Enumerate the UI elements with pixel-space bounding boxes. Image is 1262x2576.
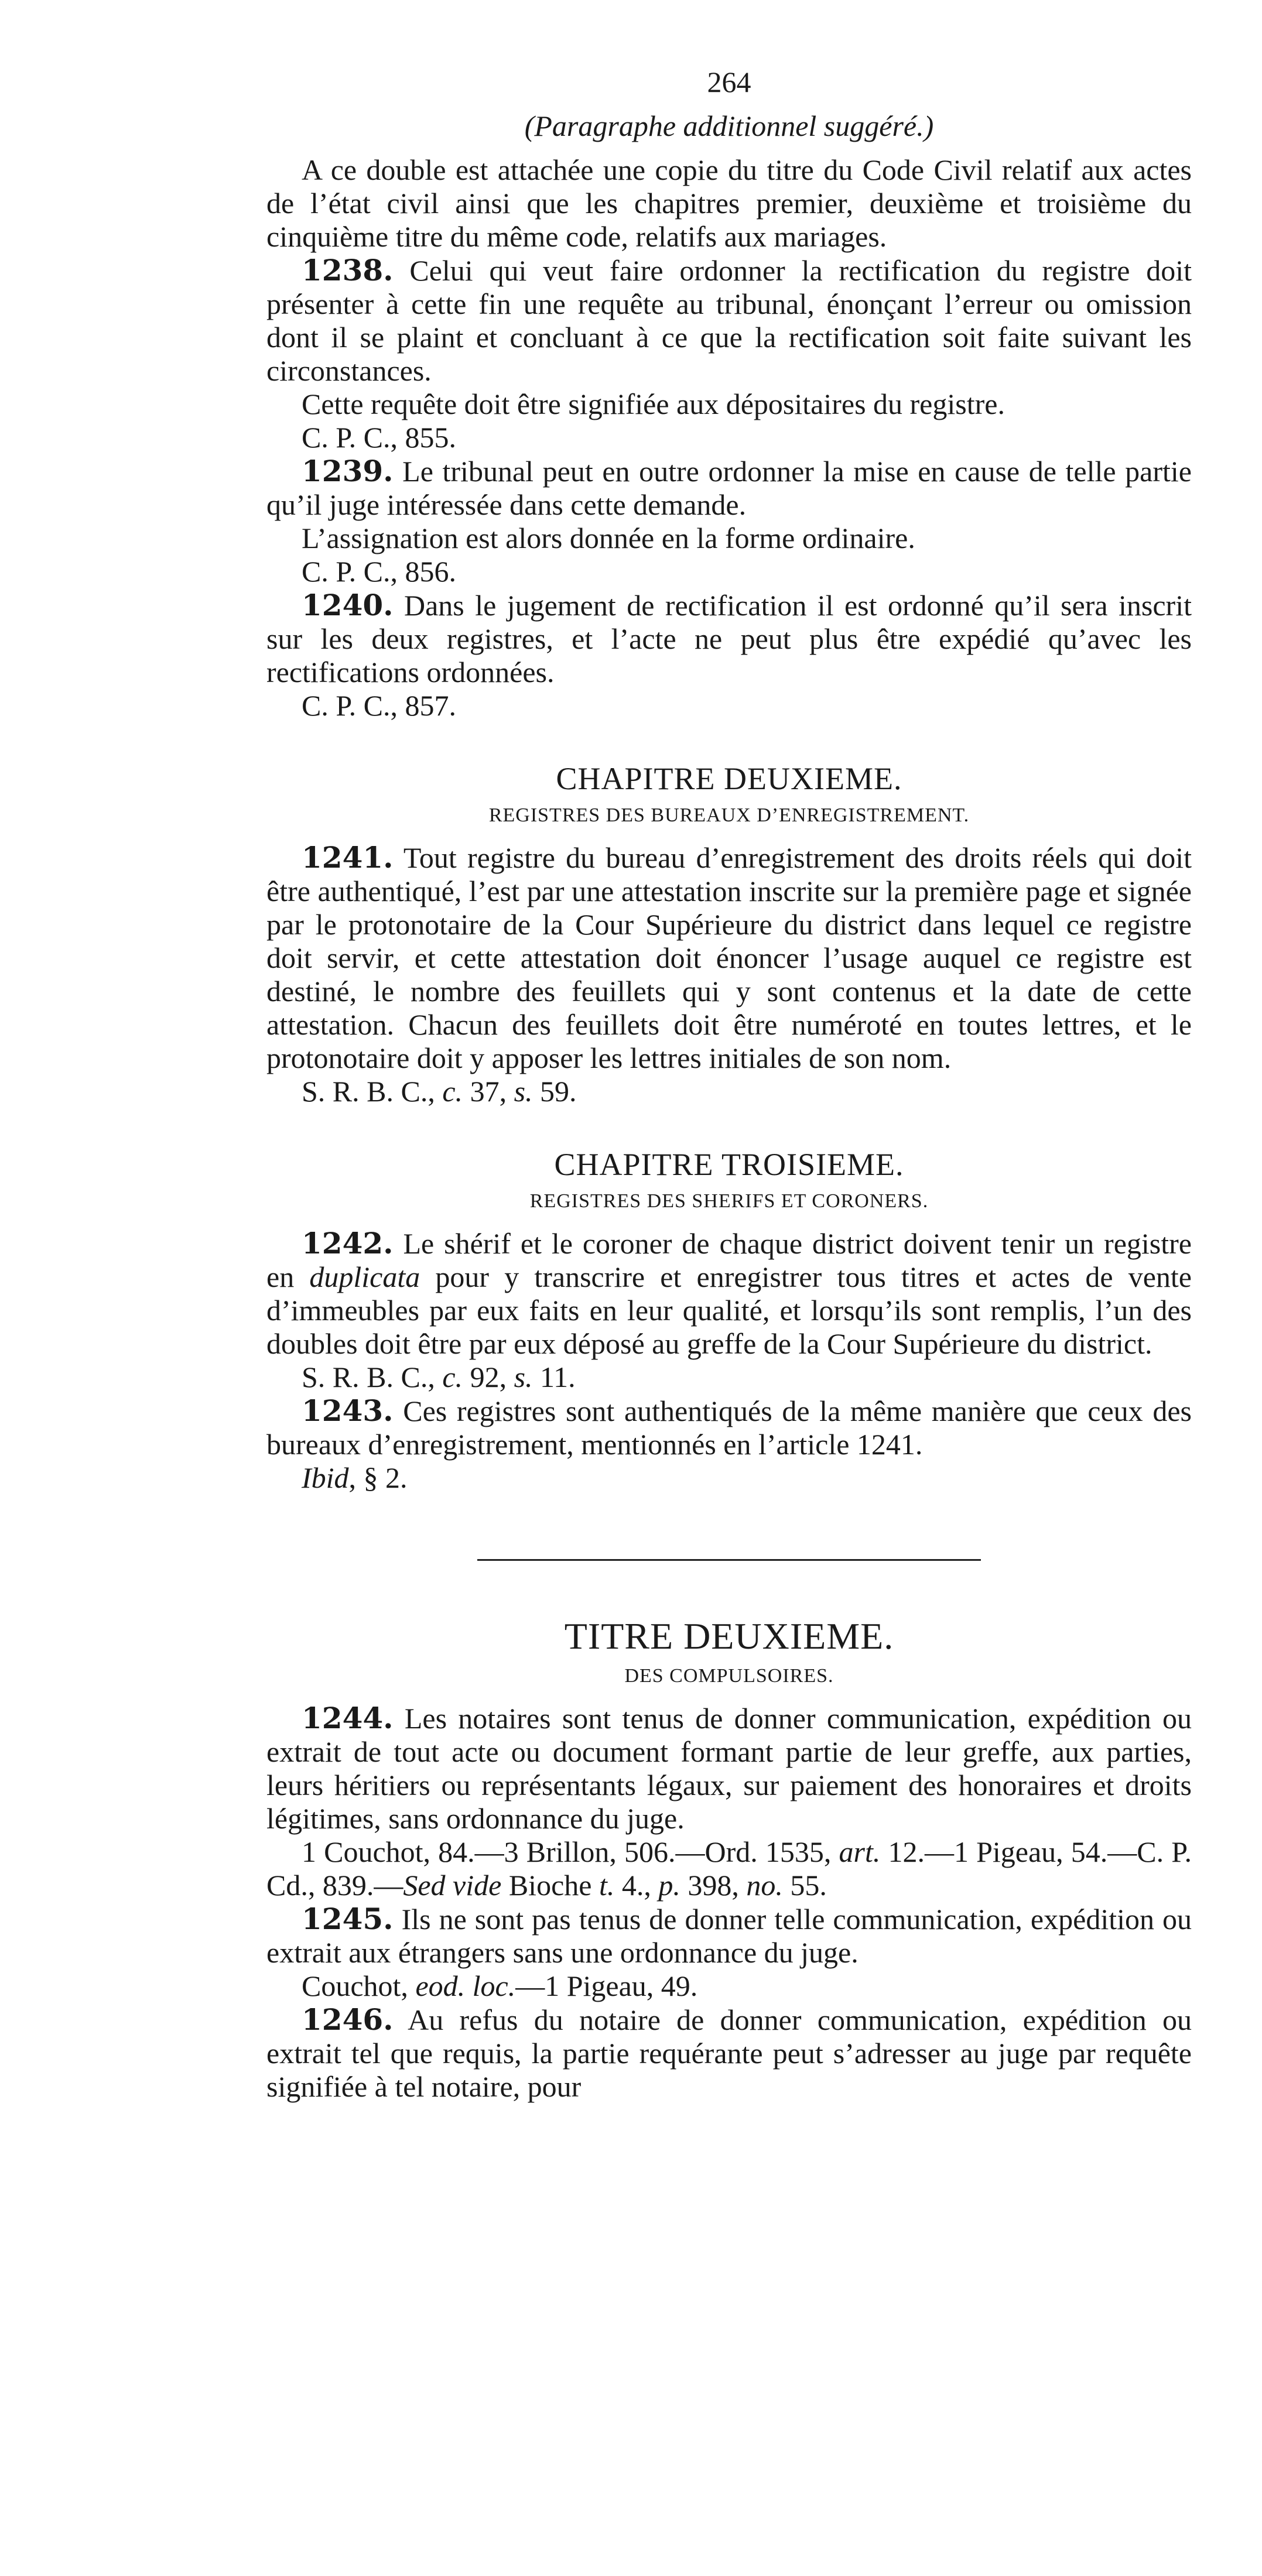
article-1238-para2: Cette requête doit être signifiée aux dépositaires du registre. [302, 388, 1005, 420]
article-1244 [266, 1701, 1192, 1835]
ref-part: t. [598, 1869, 615, 1902]
ref-part: Ibid [302, 1461, 349, 1494]
title-2-subtitle: DES COMPULSOIRES. [624, 1665, 834, 1687]
ref-part: Couchot, [302, 1969, 416, 2002]
page-number: 264 [707, 66, 751, 98]
article-1241-ref [266, 1075, 1192, 1108]
article-text: Le tribunal peut en outre ordonner la mise en cause de telle partie qu’il juge intéressée dans cette demande. [266, 455, 1192, 521]
ref-part: 398, [680, 1869, 747, 1902]
section-divider [477, 1559, 981, 1561]
article-1242-ref [266, 1361, 1192, 1394]
article-1241 [266, 841, 1192, 1075]
ref-part: p. [658, 1869, 680, 1902]
ref-part: eod. loc. [415, 1969, 516, 2002]
article-1239-ref: C. P. C., 856. [302, 555, 456, 588]
article-text: Tout registre du bureau d’enregistrement des droits réels qui doit être authentiqué, l’est par une attestation inscrite sur la première page et signée par le protonotaire de la Cour Supérieure du district dans lequel ce registre doit servir, et cette attestation doit énoncer l’usage auquel ce registre est destiné, le nombre des feuillets qui y sont contenus et la date de cette attestation. Chacun des feuillets doit être numéroté en toutes lettres, et le protonotaire doit y apposer les lettres initiales de son nom. [266, 841, 1192, 1074]
article-text: Ils ne sont pas tenus de donner telle communication, expédition ou extrait aux étrangers sans une ordonnance du juge. [266, 1903, 1192, 1969]
article-text: Au refus du notaire de donner communication, expédition ou extrait tel que requis, la partie requérante peut s’adresser au juge par requête signifiée à tel notaire, pour [266, 2003, 1192, 2103]
article-text: Le shérif et le coroner de chaque district doivent tenir un registre en [266, 1227, 1192, 1293]
article-text: Les notaires sont tenus de donner communication, expédition ou extrait de tout acte ou document formant partie de leur greffe, aux parties, leurs héritiers ou représentants légaux, sur paiement des honoraires et droits légitimes, sans ordonnance du juge. [266, 1702, 1192, 1835]
text-column [266, 64, 1192, 2104]
article-number: 1243. [302, 1393, 394, 1428]
ref-part: S. R. B. C., [302, 1075, 443, 1108]
ref-part: S. R. B. C., [302, 1361, 443, 1393]
article-1240 [266, 588, 1192, 689]
chapter-3-title: CHAPITRE TROISIEME. [554, 1147, 904, 1182]
article-text: pour y transcrire et enregistrer tous titres et actes de vente d’immeubles par eux faits en leur qualité, et lorsqu’ils sont remplis, l’un des doubles doit être par eux déposé au greffe de la Cour Supérieure du district. [266, 1260, 1192, 1360]
ref-part: no. [746, 1869, 783, 1902]
chapter-2-subtitle: REGISTRES DES BUREAUX D’ENREGISTREMENT. [488, 804, 970, 826]
article-text: Dans le jugement de rectification il est ordonné qu’il sera inscrit sur les deux registres, et l’acte ne peut plus être expédié qu’avec les rectifications ordonnées. [266, 589, 1192, 688]
chapter-2-title: CHAPITRE DEUXIEME. [556, 761, 902, 796]
ref-part: s. [514, 1075, 533, 1108]
article-1245-ref [266, 1969, 1192, 2003]
ref-part: —1 Pigeau, 49. [515, 1969, 698, 2002]
chapter-3-subtitle: REGISTRES DES SHERIFS ET CORONERS. [529, 1190, 929, 1212]
article-number: 1238. [302, 253, 394, 287]
article-1246 [266, 2003, 1192, 2104]
ref-part: c. [442, 1075, 463, 1108]
article-1239-para2: L’assignation est alors donnée en la forme ordinaire. [302, 522, 915, 554]
intro-paragraph: A ce double est attachée une copie du titre du Code Civil relatif aux actes de l’état civil ainsi que les chapitres premier, deuxième et troisième du cinquième titre du même code, relatifs aux mariages. [266, 153, 1192, 253]
ref-part: 55. [782, 1869, 827, 1902]
article-1245 [266, 1902, 1192, 1969]
ref-part: 12.—1 Pigeau, 54.—C. P. Cd., 839.— [266, 1835, 1192, 1902]
ref-part: 4., [614, 1869, 659, 1902]
editorial-note: (Paragraphe additionnel suggéré.) [524, 109, 934, 142]
article-1242 [266, 1227, 1192, 1361]
article-1244-ref [266, 1835, 1192, 1902]
article-number: 1240. [302, 588, 394, 622]
article-text: Ces registres sont authentiqués de la même manière que ceux des bureaux d’enregistrement, mentionnés en l’article 1241. [266, 1395, 1192, 1461]
article-number: 1242. [302, 1226, 394, 1260]
ref-part: Bioche [501, 1869, 599, 1902]
ref-part: Sed vide [403, 1869, 502, 1902]
ref-part: 1 Couchot, 84.—3 Brillon, 506.—Ord. 1535, [302, 1835, 839, 1868]
ref-part: 92, [463, 1361, 514, 1393]
ref-part: , § 2. [348, 1461, 408, 1494]
article-1240-ref: C. P. C., 857. [302, 689, 456, 722]
article-1238 [266, 254, 1192, 388]
article-text: Celui qui veut faire ordonner la rectification du registre doit présenter à cette fin une requête au tribunal, énonçant l’erreur ou omission dont il se plaint et concluant à ce que la rectification soit faite suivant les circonstances. [266, 254, 1192, 387]
ref-part: 37, [463, 1075, 514, 1108]
article-1243-ref [266, 1461, 1192, 1495]
ref-part: c. [442, 1361, 463, 1393]
ref-part: art. [839, 1835, 881, 1868]
article-number: 1245. [302, 1902, 394, 1936]
title-2-heading: TITRE DEUXIEME. [564, 1615, 894, 1657]
article-number: 1244. [302, 1701, 394, 1735]
ref-part: 11. [532, 1361, 576, 1393]
article-1238-ref: C. P. C., 855. [302, 421, 456, 454]
article-1239 [266, 454, 1192, 522]
article-1243 [266, 1394, 1192, 1461]
article-text-italic: duplicata [309, 1260, 420, 1293]
article-number: 1241. [302, 840, 394, 875]
ref-part: s. [514, 1361, 533, 1393]
ref-part: 59. [532, 1075, 577, 1108]
article-number: 1239. [302, 454, 394, 488]
article-number: 1246. [302, 2002, 394, 2037]
